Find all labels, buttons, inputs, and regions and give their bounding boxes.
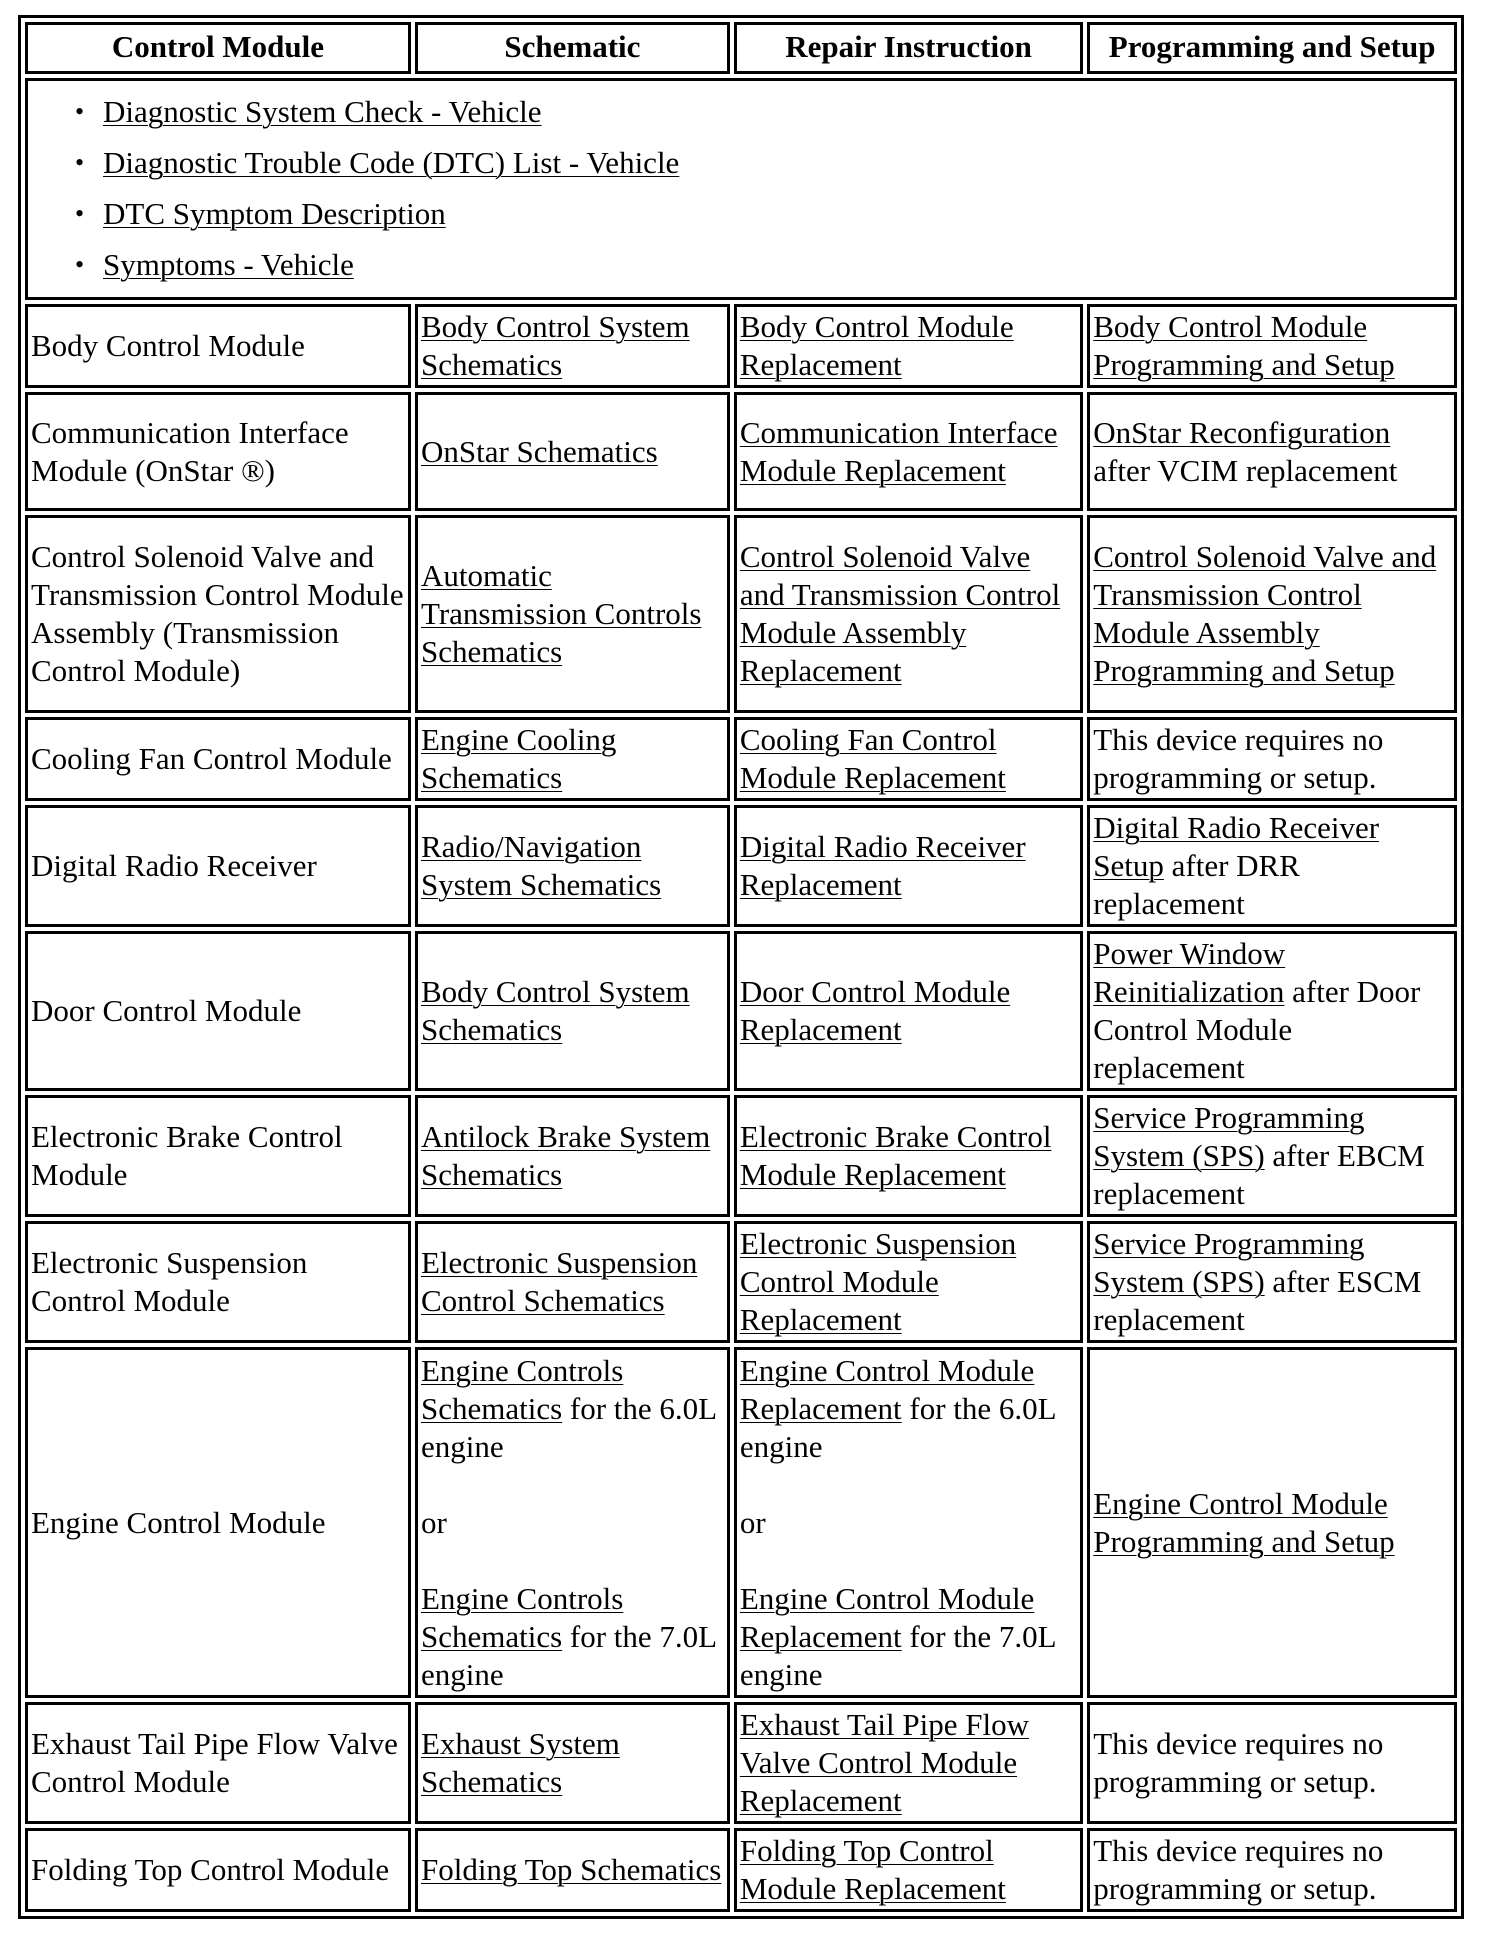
table-row — [25, 1347, 1457, 1698]
table-row — [25, 392, 1457, 511]
repair-link-6-0l[interactable]: Engine Control Module Replacement — [739, 1352, 1035, 1426]
programming-note: This device requires no programming or setup. — [1087, 1702, 1457, 1824]
schematic-link[interactable]: Exhaust System Schematics — [420, 1726, 620, 1799]
table-row — [25, 1828, 1457, 1912]
programming-link[interactable]: OnStar Reconfiguration — [1093, 414, 1391, 450]
repair-cell — [734, 1221, 1083, 1343]
header-programming-setup: Programming and Setup — [1087, 22, 1457, 74]
module-name: Electronic Brake Control Module — [25, 1095, 411, 1217]
programming-link[interactable]: Service Programming System (SPS) — [1093, 1100, 1365, 1173]
schematic-link[interactable]: Automatic Transmission Controls Schematics — [420, 558, 702, 669]
repair-link[interactable]: Exhaust Tail Pipe Flow Valve Control Module Replacement — [739, 1707, 1030, 1818]
repair-cell — [734, 392, 1083, 511]
repair-link[interactable]: Communication Interface Module Replacement — [739, 414, 1058, 488]
control-module-table — [18, 15, 1464, 1919]
module-name: Body Control Module — [25, 304, 411, 388]
header-repair-instruction: Repair Instruction — [734, 22, 1083, 74]
module-name: Folding Top Control Module — [25, 1828, 411, 1912]
schematic-cell — [415, 931, 730, 1091]
schematic-cell — [415, 515, 730, 713]
repair-cell — [734, 515, 1083, 713]
programming-link[interactable]: Power Window Reinitialization — [1093, 936, 1286, 1009]
module-name: Door Control Module — [25, 931, 411, 1091]
module-name: Engine Control Module — [25, 1347, 411, 1698]
programming-cell — [1087, 392, 1457, 511]
repair-cell — [734, 805, 1083, 927]
table-row — [25, 304, 1457, 388]
schematic-cell — [415, 1347, 730, 1698]
programming-note: after EBCM replacement — [1093, 1138, 1425, 1211]
repair-cell — [734, 1702, 1083, 1824]
schematic-link[interactable]: Body Control System Schematics — [420, 309, 690, 382]
schematic-cell — [415, 717, 730, 801]
programming-link[interactable]: Digital Radio Receiver Setup — [1093, 810, 1380, 883]
repair-link[interactable]: Door Control Module Replacement — [739, 974, 1011, 1047]
spacer — [740, 1466, 1077, 1504]
schematic-cell — [415, 1095, 730, 1217]
header-schematic: Schematic — [415, 22, 730, 74]
repair-link[interactable]: Electronic Brake Control Module Replacement — [739, 1119, 1052, 1192]
module-name: Exhaust Tail Pipe Flow Valve Control Module — [25, 1702, 411, 1824]
schematic-cell — [415, 1702, 730, 1824]
spacer — [421, 1466, 724, 1504]
schematic-link[interactable]: Antilock Brake System Schematics — [420, 1119, 711, 1192]
repair-cell — [734, 717, 1083, 801]
programming-cell — [1087, 931, 1457, 1091]
programming-note: after Door Control Module replacement — [1093, 974, 1421, 1085]
programming-cell — [1087, 515, 1457, 713]
programming-link[interactable]: Control Solenoid Valve and Transmission Control Module Assembly Programming and Setup — [1093, 539, 1437, 688]
list-item — [103, 137, 1451, 188]
programming-link[interactable]: Engine Control Module Programming and Setup — [1093, 1485, 1395, 1559]
programming-cell — [1087, 805, 1457, 927]
programming-cell — [1087, 1347, 1457, 1698]
schematic-cell — [415, 805, 730, 927]
repair-cell — [734, 1828, 1083, 1912]
spacer — [740, 1542, 1077, 1580]
schematic-link[interactable]: OnStar Schematics — [420, 433, 658, 469]
programming-cell — [1087, 304, 1457, 388]
list-item — [103, 188, 1451, 239]
list-item — [103, 239, 1451, 290]
repair-link[interactable]: Cooling Fan Control Module Replacement — [739, 722, 1006, 795]
list-item — [103, 86, 1451, 137]
schematic-cell — [415, 1828, 730, 1912]
schematic-link[interactable]: Folding Top Schematics — [420, 1852, 722, 1887]
link-diagnostic-system-check[interactable]: Diagnostic System Check - Vehicle — [103, 94, 542, 129]
table-row — [25, 717, 1457, 801]
programming-note: This device requires no programming or setup. — [1087, 717, 1457, 801]
intro-row — [25, 78, 1457, 300]
programming-note: after ESCM replacement — [1093, 1264, 1422, 1337]
repair-link[interactable]: Body Control Module Replacement — [739, 309, 1014, 382]
module-name: Communication Interface Module (OnStar ®) — [25, 392, 411, 511]
or-separator: or — [739, 1504, 766, 1540]
repair-cell — [734, 931, 1083, 1091]
link-dtc-symptom-description[interactable]: DTC Symptom Description — [103, 196, 446, 231]
repair-cell — [734, 304, 1083, 388]
schematic-link[interactable]: Engine Cooling Schematics — [420, 722, 617, 795]
module-name: Control Solenoid Valve and Transmission Control Module Assembly (Transmission Control Module) — [25, 515, 411, 713]
table-row — [25, 805, 1457, 927]
or-separator: or — [420, 1504, 447, 1540]
link-symptoms-vehicle[interactable]: Symptoms - Vehicle — [103, 247, 354, 282]
module-name: Digital Radio Receiver — [25, 805, 411, 927]
module-name: Cooling Fan Control Module — [25, 717, 411, 801]
programming-note: after DRR replacement — [1093, 848, 1300, 921]
programming-cell — [1087, 1221, 1457, 1343]
repair-link[interactable]: Control Solenoid Valve and Transmission Control Module Assembly Replacement — [739, 539, 1061, 688]
repair-cell — [734, 1095, 1083, 1217]
schematic-cell — [415, 1221, 730, 1343]
repair-note-6-0l: for the 6.0L engine — [739, 1390, 1056, 1464]
table-row — [25, 931, 1457, 1091]
programming-cell — [1087, 1095, 1457, 1217]
module-name: Electronic Suspension Control Module — [25, 1221, 411, 1343]
intro-cell — [25, 78, 1457, 300]
table-row — [25, 1095, 1457, 1217]
table-row — [25, 1702, 1457, 1824]
schematic-note-6-0l: for the 6.0L engine — [420, 1390, 716, 1464]
link-dtc-list[interactable]: Diagnostic Trouble Code (DTC) List - Vehicle — [103, 145, 680, 180]
page — [18, 15, 1464, 1919]
repair-link-7-0l[interactable]: Engine Control Module Replacement — [739, 1580, 1035, 1654]
schematic-cell — [415, 304, 730, 388]
repair-link[interactable]: Folding Top Control Module Replacement — [739, 1833, 1006, 1906]
repair-link[interactable]: Digital Radio Receiver Replacement — [739, 829, 1026, 902]
schematic-link[interactable]: Electronic Suspension Control Schematics — [420, 1245, 698, 1318]
header-control-module: Control Module — [25, 22, 411, 74]
header-row — [25, 22, 1457, 74]
repair-note-7-0l: for the 7.0L engine — [739, 1618, 1056, 1692]
intro-link-list — [31, 86, 1451, 290]
schematic-link[interactable]: Body Control System Schematics — [420, 974, 690, 1047]
schematic-link[interactable]: Radio/Navigation System Schematics — [420, 829, 662, 902]
schematic-link-6-0l[interactable]: Engine Controls Schematics — [420, 1352, 624, 1426]
table-row — [25, 1221, 1457, 1343]
programming-link[interactable]: Body Control Module Programming and Setup — [1093, 309, 1395, 382]
schematic-note-7-0l: for the 7.0L engine — [420, 1618, 716, 1692]
programming-note: This device requires no programming or setup. — [1087, 1828, 1457, 1912]
repair-cell — [734, 1347, 1083, 1698]
repair-link[interactable]: Electronic Suspension Control Module Replacement — [739, 1226, 1017, 1337]
schematic-link-7-0l[interactable]: Engine Controls Schematics — [420, 1580, 624, 1654]
table-row — [25, 515, 1457, 713]
programming-note: after VCIM replacement — [1093, 452, 1398, 488]
programming-link[interactable]: Service Programming System (SPS) — [1093, 1226, 1365, 1299]
schematic-cell — [415, 392, 730, 511]
spacer — [421, 1542, 724, 1580]
